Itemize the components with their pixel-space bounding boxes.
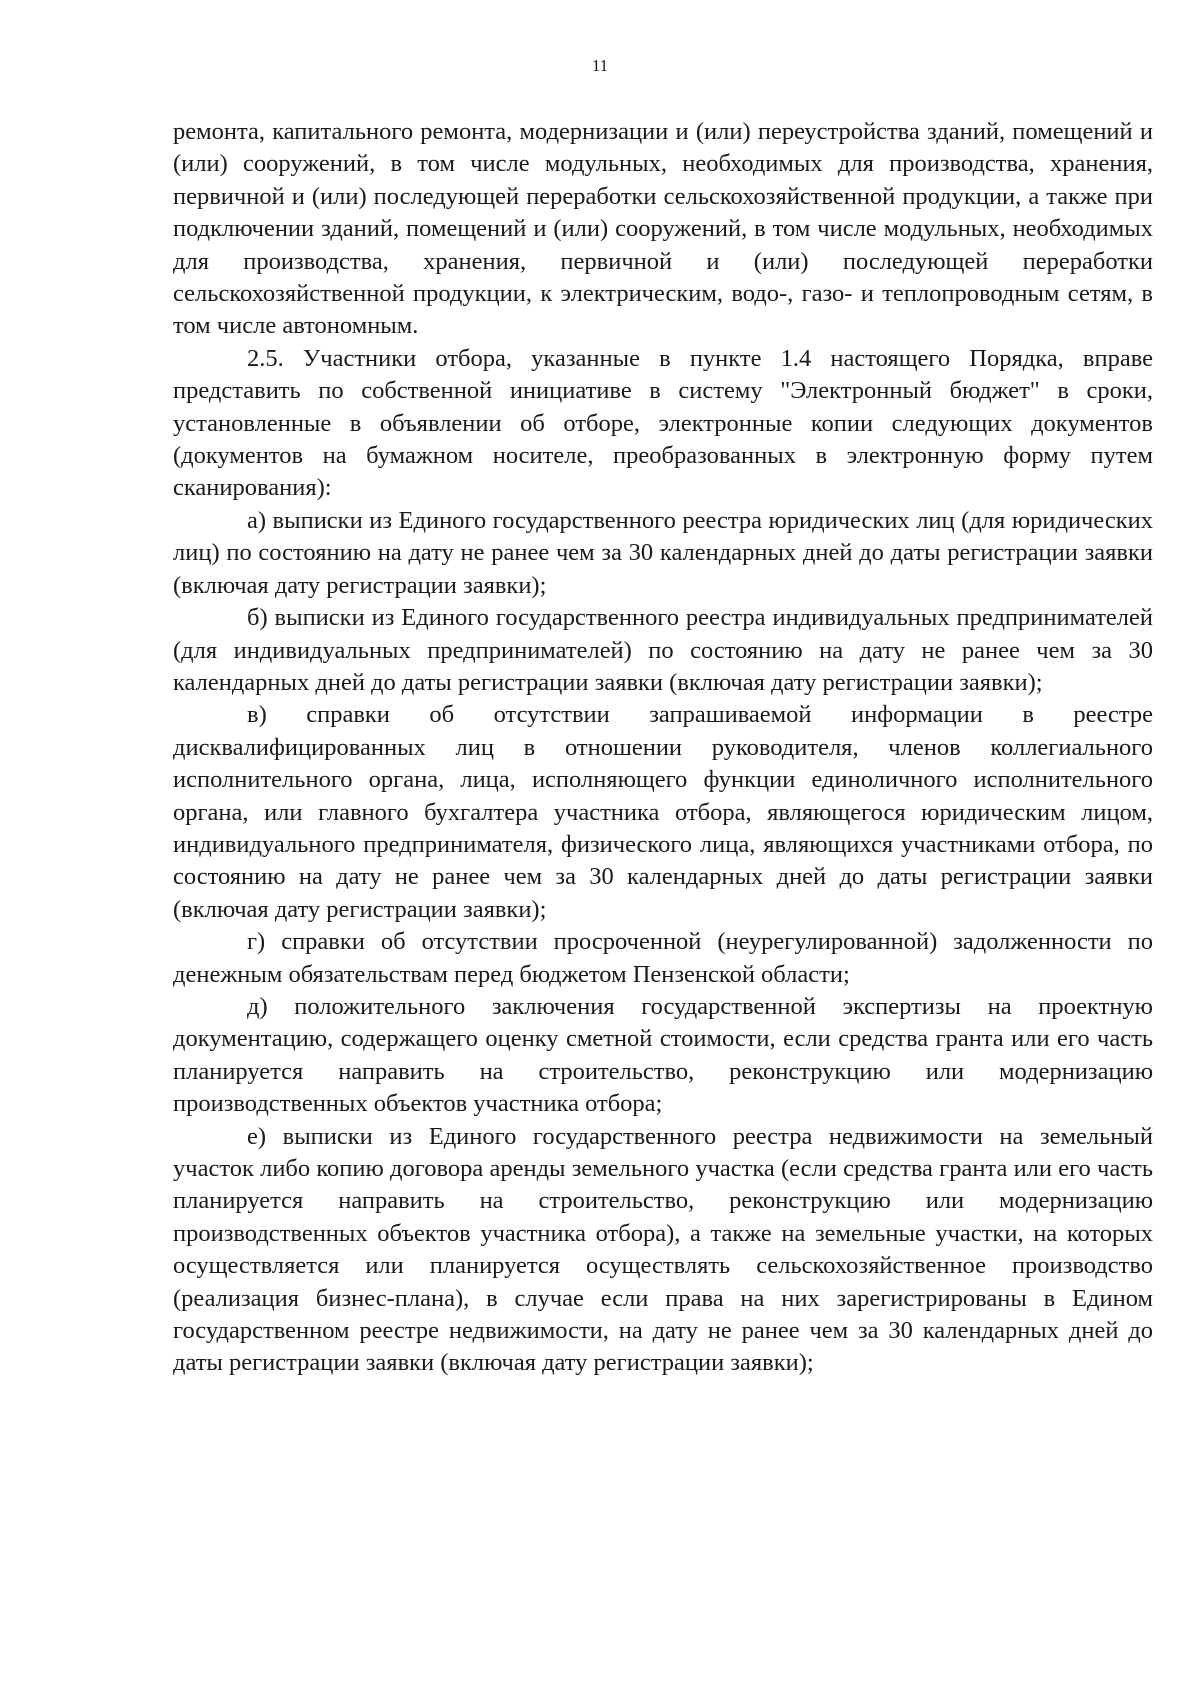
list-item-g: г) справки об отсутствии просроченной (неурегулированной) задолженности по денежным обязательствам перед бюджетом Пензенской области; — [173, 928, 1153, 988]
paragraph-continuation: ремонта, капитального ремонта, модернизации и (или) переустройства зданий, помещений и (или) сооружений, в том числе модульных, необходимых для производства, хранения, первичной и (или) последующей переработки сельскохозяйственной продукции, а также при подключении зданий, помещений и (или) сооружений, в том числе модульных, необходимых для производства, хранения, первичной и (или) последующей переработки сельскохозяйственной продукции, к электрическим, водо-, газо- и теплопроводным сетям, в том числе автономным. — [173, 118, 1153, 340]
paragraph-2-5: 2.5. Участники отбора, указанные в пункте 1.4 настоящего Порядка, вправе представить по собственной инициативе в систему "Электронный бюджет" в сроки, установленные в объявлении об отборе, электронные копии следующих документов (документов на бумажном носителе, преобразованных в электронную форму путем сканирования): — [173, 344, 1153, 502]
list-item-d: д) положительного заключения государственной экспертизы на проектную документацию, содержащего оценку сметной стоимости, если средства гранта или его часть планируется направить на строительство, реконструкцию или модернизацию производственных объектов участника отбора; — [173, 992, 1153, 1118]
page-number: 11 — [591, 56, 609, 75]
list-item-v: в) справки об отсутствии запрашиваемой информации в реестре дисквалифицированных лиц в отношении руководителя, членов коллегиального исполнительного органа, лица, исполняющего функции единоличного исполнительного органа, или главного бухгалтера участника отбора, являющегося юридическим лицом, индивидуального предпринимателя, физического лица, являющихся участниками отбора, по состоянию на дату не ранее чем за 30 календарных дней до даты регистрации заявки (включая дату регистрации заявки); — [173, 701, 1153, 923]
list-item-b: б) выписки из Единого государственного реестра индивидуальных предпринимателей (для индивидуальных предпринимателей) по состоянию на дату не ранее чем за 30 календарных дней до даты регистрации заявки (включая дату регистрации заявки); — [173, 604, 1153, 696]
list-item-a: а) выписки из Единого государственного реестра юридических лиц (для юридических лиц) по состоянию на дату не ранее чем за 30 календарных дней до даты регистрации заявки (включая дату регистрации заявки); — [173, 506, 1153, 599]
list-item-e: е) выписки из Единого государственного реестра недвижимости на земельный участок либо копию договора аренды земельного участка (если средства гранта или его часть планируется направить на строительство, реконструкцию или модернизацию производственных объектов участника отбора), а также на земельные участки, на которых осуществляется или планируется осуществлять сельскохозяйственное производство (реализация бизнес-плана), в случае если права на них зарегистрированы в Едином государственном реестре недвижимости, на дату не ранее чем за 30 календарных дней до даты регистрации заявки (включая дату регистрации заявки); — [173, 1122, 1153, 1377]
document-body — [173, 116, 1153, 1380]
